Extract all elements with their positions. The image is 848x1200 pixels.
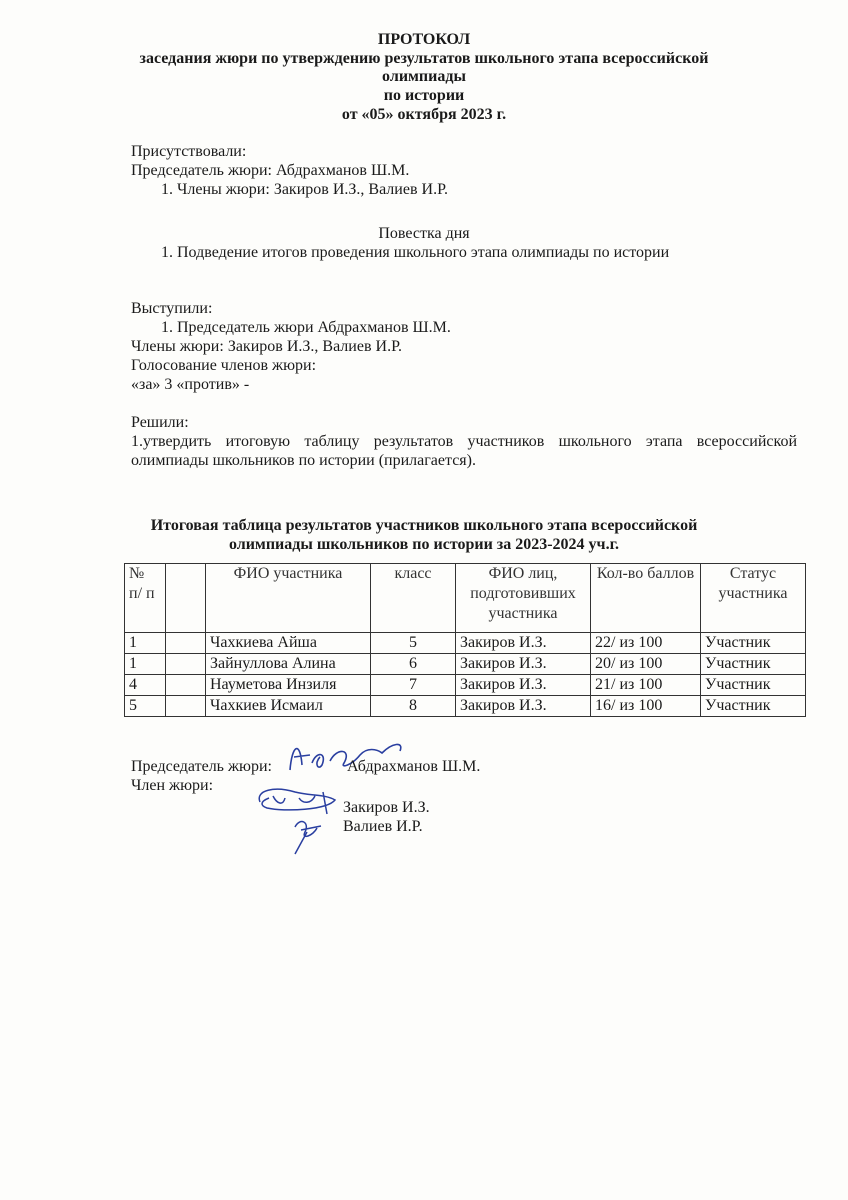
cell-status: Участник	[701, 633, 806, 654]
cell-blank	[166, 633, 206, 654]
cell-number: 4	[125, 675, 166, 696]
cell-blank	[166, 675, 206, 696]
cell-score: 16/ из 100	[591, 696, 701, 717]
cell-teacher: Закиров И.З.	[456, 633, 591, 654]
member-name: Закиров И.З.	[343, 799, 430, 816]
speaker-members: Члены жюри: Закиров И.З., Валиев И.Р.	[131, 338, 402, 355]
doc-subtitle: олимпиады	[382, 68, 466, 85]
cell-teacher: Закиров И.З.	[456, 654, 591, 675]
results-table	[124, 563, 806, 717]
member-label: Член жюри:	[131, 777, 214, 794]
table-row	[125, 633, 806, 654]
chairman-name: Абдрахманов Ш.М.	[347, 758, 481, 775]
doc-title: ПРОТОКОЛ	[377, 31, 471, 48]
col-score: Кол-во баллов	[591, 564, 701, 633]
table-header-row	[125, 564, 806, 633]
vote-result: «за» 3 «против» -	[131, 376, 250, 393]
members-line: 1. Члены жюри: Закиров И.З., Валиев И.Р.	[161, 181, 448, 198]
member-name: Валиев И.Р.	[343, 818, 423, 835]
col-status: Статус участника	[701, 564, 806, 633]
attendance-label: Присутствовали:	[131, 143, 247, 160]
chairman-line: Председатель жюри: Абдрахманов Ш.М.	[131, 162, 410, 179]
agenda-title: Повестка дня	[378, 225, 470, 242]
speaker-item: 1. Председатель жюри Абдрахманов Ш.М.	[161, 319, 451, 336]
table-row	[125, 696, 806, 717]
cell-blank	[166, 654, 206, 675]
cell-blank	[166, 696, 206, 717]
cell-class: 8	[371, 696, 456, 717]
doc-date: от «05» октября 2023 г.	[341, 106, 507, 123]
col-teacher: ФИО лиц, подготовивших участника	[456, 564, 591, 633]
cell-class: 6	[371, 654, 456, 675]
cell-name: Науметова Инзиля	[206, 675, 371, 696]
cell-score: 21/ из 100	[591, 675, 701, 696]
cell-class: 5	[371, 633, 456, 654]
table-title: олимпиады школьников по истории за 2023-2024 уч.г.	[228, 536, 620, 553]
decision-line: 1.утвердить итоговую таблицу результатов участников школьного этапа всероссийской	[131, 433, 797, 450]
table-row	[125, 675, 806, 696]
vote-label: Голосование членов жюри:	[131, 357, 317, 374]
col-class: класс	[371, 564, 456, 633]
decision-line: олимпиады школьников по истории (прилагается).	[131, 452, 476, 469]
cell-name: Зайнуллова Алина	[206, 654, 371, 675]
cell-score: 20/ из 100	[591, 654, 701, 675]
table-title: Итоговая таблица результатов участников школьного этапа всероссийской	[150, 517, 698, 534]
cell-name: Чахкиева Айша	[206, 633, 371, 654]
chairman-signature-label: Председатель жюри:	[131, 758, 272, 775]
col-blank	[166, 564, 206, 633]
cell-number: 1	[125, 633, 166, 654]
cell-status: Участник	[701, 654, 806, 675]
speakers-label: Выступили:	[131, 300, 213, 317]
cell-name: Чахкиев Исмаил	[206, 696, 371, 717]
cell-score: 22/ из 100	[591, 633, 701, 654]
col-name: ФИО участника	[206, 564, 371, 633]
cell-class: 7	[371, 675, 456, 696]
decision-label: Решили:	[131, 414, 189, 431]
doc-subtitle: по истории	[383, 87, 465, 104]
cell-number: 1	[125, 654, 166, 675]
cell-status: Участник	[701, 675, 806, 696]
cell-number: 5	[125, 696, 166, 717]
agenda-item: 1. Подведение итогов проведения школьного этапа олимпиады по истории	[161, 244, 670, 261]
cell-teacher: Закиров И.З.	[456, 675, 591, 696]
doc-subtitle: заседания жюри по утверждению результатов школьного этапа всероссийской	[139, 50, 709, 67]
cell-teacher: Закиров И.З.	[456, 696, 591, 717]
member-signatures	[255, 782, 345, 857]
cell-status: Участник	[701, 696, 806, 717]
table-row	[125, 654, 806, 675]
col-number: № п/ п	[125, 564, 166, 633]
